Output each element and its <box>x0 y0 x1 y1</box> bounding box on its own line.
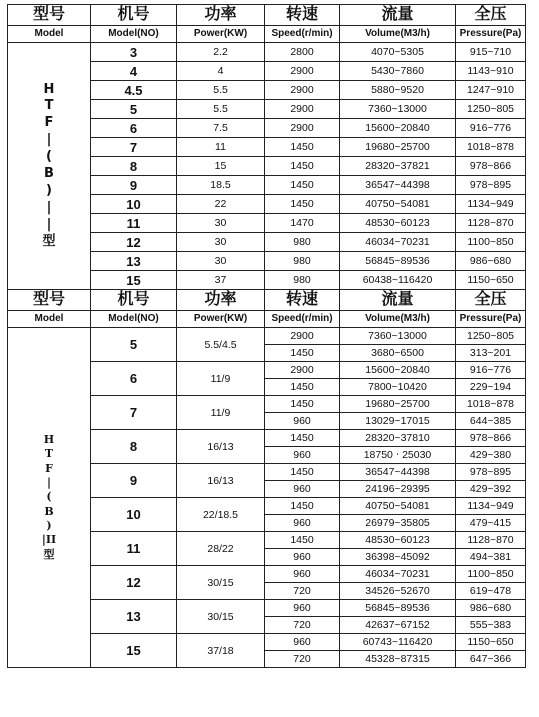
pressure-cell: 429~380 <box>456 447 526 464</box>
model-number-cell: 12 <box>91 566 177 600</box>
power-cell: 37/18 <box>177 634 265 668</box>
pressure-cell: 1100~850 <box>456 233 526 252</box>
speed-cell: 1450 <box>265 195 340 214</box>
pressure-cell: 986~680 <box>456 252 526 271</box>
power-cell: 4 <box>177 62 265 81</box>
model-number-cell: 5 <box>91 100 177 119</box>
pressure-cell: 1018~878 <box>456 138 526 157</box>
pressure-cell: 1250~805 <box>456 100 526 119</box>
speed-cell: 2900 <box>265 328 340 345</box>
speed-cell: 1450 <box>265 532 340 549</box>
series-label-char: | <box>46 132 52 148</box>
volume-cell: 48530~60123 <box>340 214 456 233</box>
series-label-char: F <box>45 461 53 475</box>
model-number-cell: 10 <box>91 498 177 532</box>
power-cell: 30 <box>177 233 265 252</box>
series-label-char: 型 <box>42 233 56 249</box>
header-zh-cell: 机号 <box>91 5 177 26</box>
series-label-char: |II <box>41 533 57 547</box>
pressure-cell: 494~381 <box>456 549 526 566</box>
model-number-cell: 8 <box>91 430 177 464</box>
power-cell: 11/9 <box>177 362 265 396</box>
pressure-cell: 1143~910 <box>456 62 526 81</box>
speed-cell: 1450 <box>265 430 340 447</box>
series-label-char: 型 <box>43 547 55 561</box>
volume-cell: 4070~5305 <box>340 43 456 62</box>
series-label-cell <box>8 43 91 290</box>
volume-cell: 60743~116420 <box>340 634 456 651</box>
power-cell: 5.5 <box>177 100 265 119</box>
header-zh-cell: 流量 <box>340 5 456 26</box>
speed-cell: 1450 <box>265 138 340 157</box>
power-cell: 5.5 <box>177 81 265 100</box>
speed-cell: 960 <box>265 634 340 651</box>
pressure-cell: 986~680 <box>456 600 526 617</box>
header-zh-cell: 转速 <box>265 290 340 311</box>
pressure-cell: 1128~870 <box>456 532 526 549</box>
pressure-cell: 916~776 <box>456 362 526 379</box>
power-cell: 16/13 <box>177 464 265 498</box>
header-row-zh <box>8 5 526 26</box>
model-number-cell: 15 <box>91 634 177 668</box>
header-zh-cell: 流量 <box>340 290 456 311</box>
model-number-cell: 6 <box>91 119 177 138</box>
speed-cell: 960 <box>265 413 340 430</box>
speed-cell: 960 <box>265 600 340 617</box>
model-number-cell: 4 <box>91 62 177 81</box>
series-label-char: ( <box>46 490 52 504</box>
volume-cell: 40750~54081 <box>340 498 456 515</box>
volume-cell: 60438~116420 <box>340 271 456 290</box>
speed-cell: 720 <box>265 651 340 668</box>
volume-cell: 15600~20840 <box>340 362 456 379</box>
model-number-cell: 11 <box>91 532 177 566</box>
pressure-cell: 1134~949 <box>456 498 526 515</box>
volume-cell: 3680~6500 <box>340 345 456 362</box>
series-label-char: | <box>46 199 52 215</box>
header-zh-cell: 全压 <box>456 290 526 311</box>
speed-cell: 1450 <box>265 157 340 176</box>
volume-cell: 7360~13000 <box>340 100 456 119</box>
pressure-cell: 916~776 <box>456 119 526 138</box>
speed-cell: 980 <box>265 252 340 271</box>
volume-cell: 42637~67152 <box>340 617 456 634</box>
header-en-cell: Power(KW) <box>177 311 265 328</box>
speed-cell: 980 <box>265 271 340 290</box>
series-label-char: F <box>44 115 54 131</box>
pressure-cell: 915~710 <box>456 43 526 62</box>
pressure-cell: 429~392 <box>456 481 526 498</box>
speed-cell: 960 <box>265 481 340 498</box>
pressure-cell: 229~194 <box>456 379 526 396</box>
volume-cell: 28320~37821 <box>340 157 456 176</box>
speed-cell: 720 <box>265 617 340 634</box>
pressure-cell: 555~383 <box>456 617 526 634</box>
header-row-en <box>8 26 526 43</box>
model-number-cell: 9 <box>91 464 177 498</box>
table-row <box>8 43 526 62</box>
pressure-cell: 1250~805 <box>456 328 526 345</box>
model-number-cell: 15 <box>91 271 177 290</box>
speed-cell: 960 <box>265 447 340 464</box>
volume-cell: 26979~35805 <box>340 515 456 532</box>
header-en-cell: Volume(M3/h) <box>340 311 456 328</box>
model-number-cell: 13 <box>91 600 177 634</box>
power-cell: 11 <box>177 138 265 157</box>
speed-cell: 980 <box>265 233 340 252</box>
header-en-cell: Model <box>8 26 91 43</box>
model-number-cell: 6 <box>91 362 177 396</box>
model-number-cell: 12 <box>91 233 177 252</box>
speed-cell: 1450 <box>265 379 340 396</box>
header-row-en <box>8 311 526 328</box>
volume-cell: 48530~60123 <box>340 532 456 549</box>
power-cell: 18.5 <box>177 176 265 195</box>
power-cell: 30/15 <box>177 600 265 634</box>
spec-sheet <box>7 4 525 668</box>
speed-cell: 960 <box>265 566 340 583</box>
pressure-cell: 644~385 <box>456 413 526 430</box>
power-cell: 15 <box>177 157 265 176</box>
volume-cell: 46034~70231 <box>340 566 456 583</box>
series-label-char: H <box>43 433 55 447</box>
series-label-char: | <box>46 476 51 490</box>
model-number-cell: 5 <box>91 328 177 362</box>
power-cell: 7.5 <box>177 119 265 138</box>
pressure-cell: 1150~650 <box>456 634 526 651</box>
power-cell: 22/18.5 <box>177 498 265 532</box>
power-cell: 2.2 <box>177 43 265 62</box>
volume-cell: 46034~70231 <box>340 233 456 252</box>
volume-cell: 28320~37810 <box>340 430 456 447</box>
header-en-cell: Speed(r/min) <box>265 311 340 328</box>
table-body <box>8 5 526 668</box>
series-label-cell <box>8 328 91 668</box>
pressure-cell: 978~895 <box>456 464 526 481</box>
volume-cell: 34526~52670 <box>340 583 456 600</box>
header-zh-cell: 转速 <box>265 5 340 26</box>
volume-cell: 36547~44398 <box>340 464 456 481</box>
volume-cell: 19680~25700 <box>340 396 456 413</box>
pressure-cell: 1018~878 <box>456 396 526 413</box>
pressure-cell: 1100~850 <box>456 566 526 583</box>
volume-cell: 5430~7860 <box>340 62 456 81</box>
power-cell: 30/15 <box>177 566 265 600</box>
series-label-char: T <box>44 447 54 461</box>
volume-cell: 7360~13000 <box>340 328 456 345</box>
pressure-cell: 978~866 <box>456 157 526 176</box>
pressure-cell: 1128~870 <box>456 214 526 233</box>
pressure-cell: 978~895 <box>456 176 526 195</box>
volume-cell: 18750 ‧ 25030 <box>340 447 456 464</box>
series-label-char: B <box>44 166 54 181</box>
speed-cell: 720 <box>265 583 340 600</box>
power-cell: 37 <box>177 271 265 290</box>
header-zh-cell: 型号 <box>8 5 91 26</box>
power-cell: 30 <box>177 252 265 271</box>
model-number-cell: 3 <box>91 43 177 62</box>
volume-cell: 15600~20840 <box>340 119 456 138</box>
model-number-cell: 9 <box>91 176 177 195</box>
pressure-cell: 479~415 <box>456 515 526 532</box>
series-label-char: ( <box>46 149 52 165</box>
power-cell: 11/9 <box>177 396 265 430</box>
header-en-cell: Power(KW) <box>177 26 265 43</box>
model-number-cell: 10 <box>91 195 177 214</box>
speed-cell: 2800 <box>265 43 340 62</box>
speed-cell: 2900 <box>265 100 340 119</box>
pressure-cell: 647~366 <box>456 651 526 668</box>
volume-cell: 45328~87315 <box>340 651 456 668</box>
volume-cell: 7800~10420 <box>340 379 456 396</box>
speed-cell: 1450 <box>265 176 340 195</box>
volume-cell: 13029~17015 <box>340 413 456 430</box>
table-row <box>8 328 526 345</box>
model-number-cell: 11 <box>91 214 177 233</box>
speed-cell: 2900 <box>265 119 340 138</box>
series-label-char: B <box>44 504 54 518</box>
model-number-cell: 4.5 <box>91 81 177 100</box>
power-cell: 16/13 <box>177 430 265 464</box>
speed-cell: 1450 <box>265 464 340 481</box>
header-en-cell: Model <box>8 311 91 328</box>
pressure-cell: 619~478 <box>456 583 526 600</box>
header-en-cell: Pressure(Pa) <box>456 26 526 43</box>
header-zh-cell: 机号 <box>91 290 177 311</box>
volume-cell: 24196~29395 <box>340 481 456 498</box>
series-label-char: H <box>43 81 55 97</box>
volume-cell: 36398~45092 <box>340 549 456 566</box>
power-cell: 22 <box>177 195 265 214</box>
model-number-cell: 7 <box>91 138 177 157</box>
speed-cell: 1450 <box>265 396 340 413</box>
speed-cell: 2900 <box>265 81 340 100</box>
speed-cell: 1450 <box>265 345 340 362</box>
header-row-zh <box>8 290 526 311</box>
series-label-char: ) <box>46 182 52 198</box>
header-en-cell: Volume(M3/h) <box>340 26 456 43</box>
fan-spec-table <box>7 4 526 668</box>
power-cell: 28/22 <box>177 532 265 566</box>
header-en-cell: Model(NO) <box>91 311 177 328</box>
volume-cell: 56845~89536 <box>340 600 456 617</box>
volume-cell: 56845~89536 <box>340 252 456 271</box>
pressure-cell: 978~866 <box>456 430 526 447</box>
series-label-char: | <box>46 216 52 232</box>
power-cell: 30 <box>177 214 265 233</box>
volume-cell: 40750~54081 <box>340 195 456 214</box>
header-en-cell: Pressure(Pa) <box>456 311 526 328</box>
speed-cell: 1470 <box>265 214 340 233</box>
header-zh-cell: 全压 <box>456 5 526 26</box>
volume-cell: 19680~25700 <box>340 138 456 157</box>
pressure-cell: 313~201 <box>456 345 526 362</box>
speed-cell: 1450 <box>265 498 340 515</box>
model-number-cell: 13 <box>91 252 177 271</box>
model-number-cell: 7 <box>91 396 177 430</box>
speed-cell: 2900 <box>265 62 340 81</box>
series-label-char: T <box>44 98 54 114</box>
power-cell: 5.5/4.5 <box>177 328 265 362</box>
pressure-cell: 1134~949 <box>456 195 526 214</box>
header-en-cell: Model(NO) <box>91 26 177 43</box>
header-zh-cell: 功率 <box>177 290 265 311</box>
speed-cell: 2900 <box>265 362 340 379</box>
header-zh-cell: 型号 <box>8 290 91 311</box>
speed-cell: 960 <box>265 515 340 532</box>
volume-cell: 5880~9520 <box>340 81 456 100</box>
header-zh-cell: 功率 <box>177 5 265 26</box>
pressure-cell: 1150~650 <box>456 271 526 290</box>
model-number-cell: 8 <box>91 157 177 176</box>
header-en-cell: Speed(r/min) <box>265 26 340 43</box>
speed-cell: 960 <box>265 549 340 566</box>
series-label-char: ) <box>46 518 52 532</box>
volume-cell: 36547~44398 <box>340 176 456 195</box>
pressure-cell: 1247~910 <box>456 81 526 100</box>
